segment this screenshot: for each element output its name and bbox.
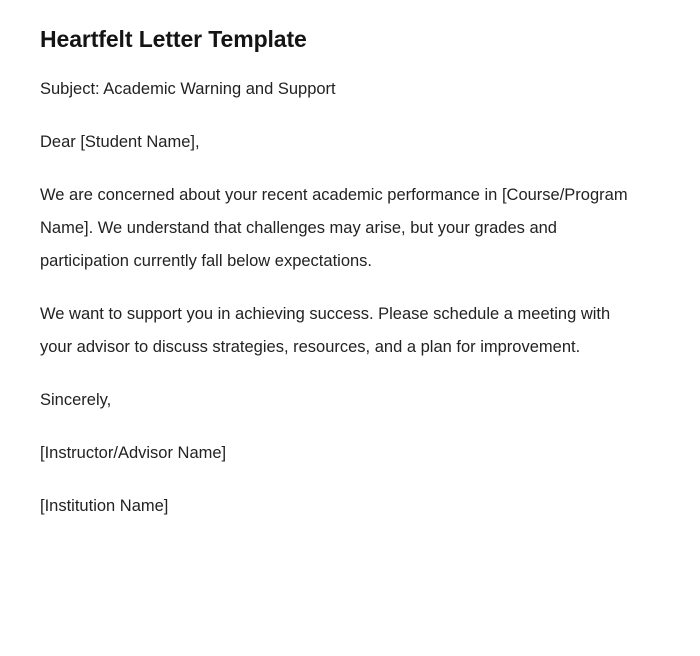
salutation-line: Dear [Student Name], [40,133,200,151]
subject-line: Subject: Academic Warning and Support [40,80,336,98]
letter-body [40,73,638,523]
body-paragraph-2: We want to support you in achieving success. Please schedule a meeting with your advisor to discuss strategies, resources, and a plan for improvement. [40,305,611,356]
closing-line: Sincerely, [40,391,112,409]
body-paragraph-1: We are concerned about your recent academic performance in [Course/Program Name]. We understand that challenges may arise, but your grades and participation currently fall below expectations. [40,186,628,270]
page-title: Heartfelt Letter Template [40,26,307,52]
signature-institution-line: [Institution Name] [40,497,169,515]
signature-name-line: [Instructor/Advisor Name] [40,444,227,462]
